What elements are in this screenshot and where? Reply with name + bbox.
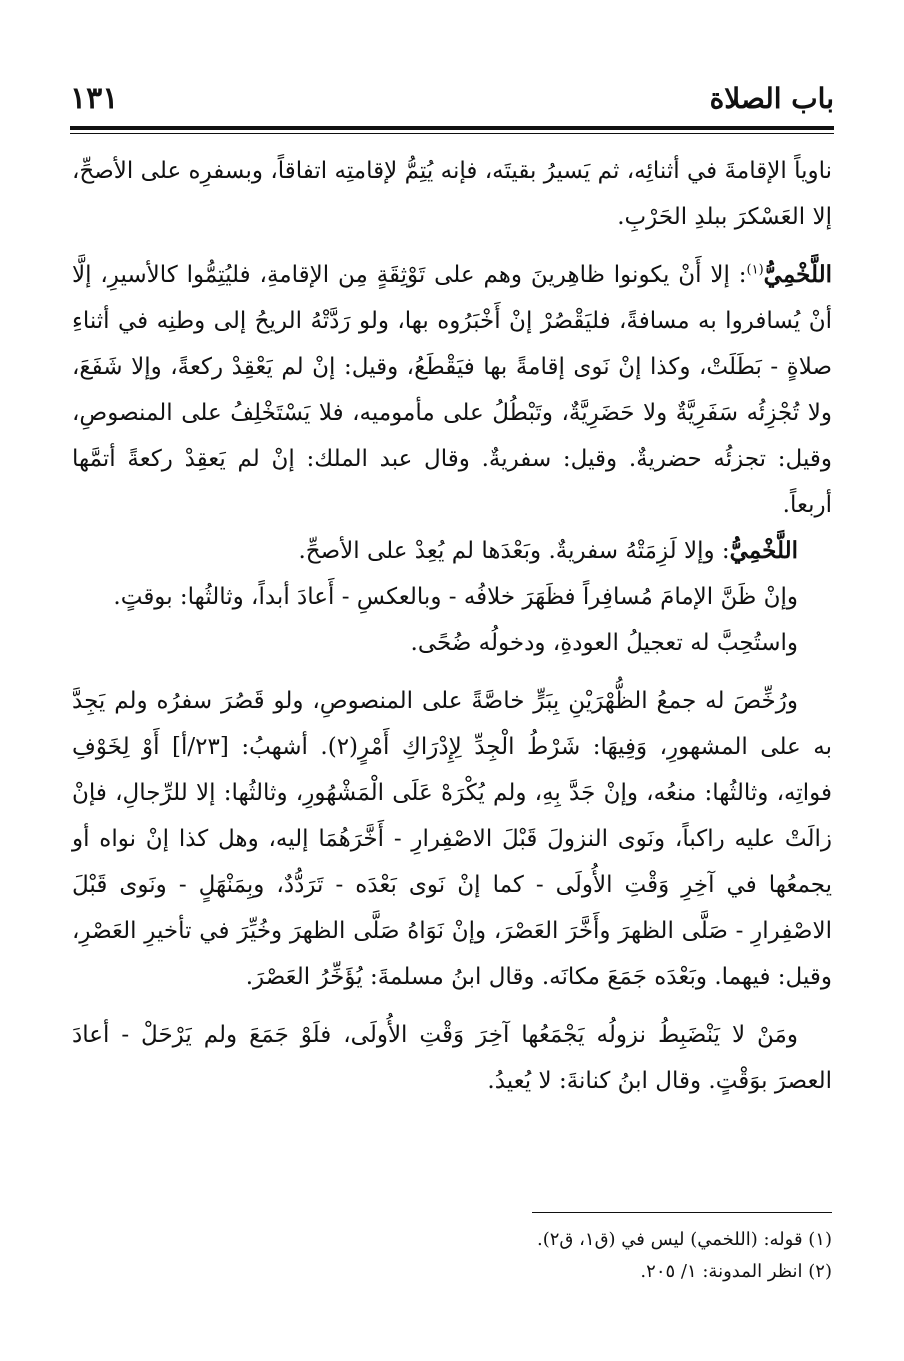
footnote-ref: (١) xyxy=(746,262,764,278)
paragraph xyxy=(72,252,832,528)
paragraph-text: ناوياً الإقامةَ في أثنائِه، ثم يَسيرُ بقيتَه، فإنه يُتِمُّ لإقامتِه اتفاقاً، وبسفرِه على الأصحِّ، إلا العَسْكرَ ببلدِ الحَرْبِ. xyxy=(72,158,832,230)
main-text xyxy=(72,148,832,1104)
header-rule-thick xyxy=(70,126,834,130)
paragraph-lead: اللَّخْمِيُّ xyxy=(729,537,798,564)
chapter-title: باب الصلاة xyxy=(709,81,834,115)
paragraph-lead: اللَّخْمِيُّ xyxy=(763,261,832,288)
paragraph xyxy=(72,1012,832,1104)
paragraph xyxy=(72,148,832,240)
paragraph-text: واستُحِبَّ له تعجيلُ العودةِ، ودخولُه ضُحًى. xyxy=(410,630,798,656)
paragraph xyxy=(72,678,832,1000)
paragraph-text: : إلا أَنْ يكونوا ظاهِرينَ وهم على تَوْثِقَةٍ مِن الإقامةِ، فليُتِمُّوا كالأسيرِ، إلَّا أنْ يُسافروا به مسافةً، فليَقْصُرْ إنْ أَخْبَرُوه بها، ولو رَدَّتْهُ الريحُ إلى وطنِه في أثناءِ صلاةٍ - بَطَلَتْ، وكذا إنْ نَوى إقامةً بها فيَقْطَعُ، وقيل: إنْ لم يَعْقِدْ ركعةً، وإلا شَفَعَ، ولا تُجْزِئُه سَفَرِيَّةٌ ولا حَضَرِيَّةٌ، وتَبْطُلُ على مأموميه، فلا يَسْتَخْلِفُ على المنصوصِ، وقيل: تجزئُه حضريةٌ. وقيل: سفريةٌ. وقال عبد الملك: إنْ لم يَعقِدْ ركعةً أتمَّها أربعاً. xyxy=(72,262,832,518)
page-header xyxy=(70,78,834,118)
paragraph-text: : وإلا لَزِمَتْهُ سفريةٌ. وبَعْدَها لم يُعِدْ على الأصحِّ. xyxy=(298,538,730,564)
footnotes xyxy=(72,1224,832,1288)
paragraph-text: وإنْ ظَنَّ الإمامَ مُسافِراً فظَهَرَ خلافُه - وبالعكسِ - أَعادَ أبداً، وثالثُها: بوقتٍ. xyxy=(113,584,798,610)
header-rule-thin xyxy=(70,133,834,134)
footnote: (٢) انظر المدونة: ١/ ٢٠٥. xyxy=(640,1261,832,1282)
paragraph xyxy=(72,528,832,574)
paragraph xyxy=(72,574,832,620)
paragraph-text: ومَنْ لا يَنْضَبِطُ نزولُه يَجْمَعُها آخِرَ وَقْتِ الأُولَى، فلَوْ جَمَعَ ولم يَرْحَلْ - أعادَ العصرَ بوَقْتٍ. وقال ابنُ كنانةَ: لا يُعيدُ. xyxy=(72,1022,832,1094)
paragraph xyxy=(72,620,832,666)
footnote: (١) قوله: (اللخمي) ليس في (ق١، ق٢). xyxy=(536,1229,832,1250)
page-number: ١٣١ xyxy=(70,80,119,116)
paragraph-text: ورُخِّصَ له جمعُ الظُّهْرَيْنِ بِبَرٍّ خاصَّةً على المنصوصِ، ولو قَصُرَ سفرُه ولم يَجِدَّ به على المشهورِ، وَفِيهَا: شَرْطُ الْجِدِّ لِإِدْرَاكِ أَمْرٍ(٢). أشهبُ: [٢٣/أ] أَوْ لِخَوْفِ فواتِه، وثالثُها: منعُه، وإنْ جَدَّ بِهِ، ولم يُكْرَهْ عَلَى الْمَشْهُورِ، وثالثُها: إلا للرِّجالِ، فإنْ زالَتْ عليه راكباً، ونَوى النزولَ قَبْلَ الاصْفِرارِ - أَخَّرَهُمَا إليه، وهل كذا إنْ نواه أو يجمعُها في آخِرِ وَقْتِ الأُولَى - كما إنْ نَوى بَعْدَه - تَرَدُّدٌ، وبِمَنْهَلٍ - ونَوى قَبْلَ الاصْفِرارِ - صَلَّى الظهرَ وأَخَّرَ العَصْرَ، وإنْ نَوَاهُ صَلَّى الظهرَ وخُيِّرَ في تأخيرِ العَصْرِ، وقيل: فيهما. وبَعْدَه جَمَعَ مكانَه. وقال ابنُ مسلمةَ: يُؤَخِّرُ العَصْرَ. xyxy=(72,688,832,990)
footnote-rule xyxy=(532,1212,832,1213)
